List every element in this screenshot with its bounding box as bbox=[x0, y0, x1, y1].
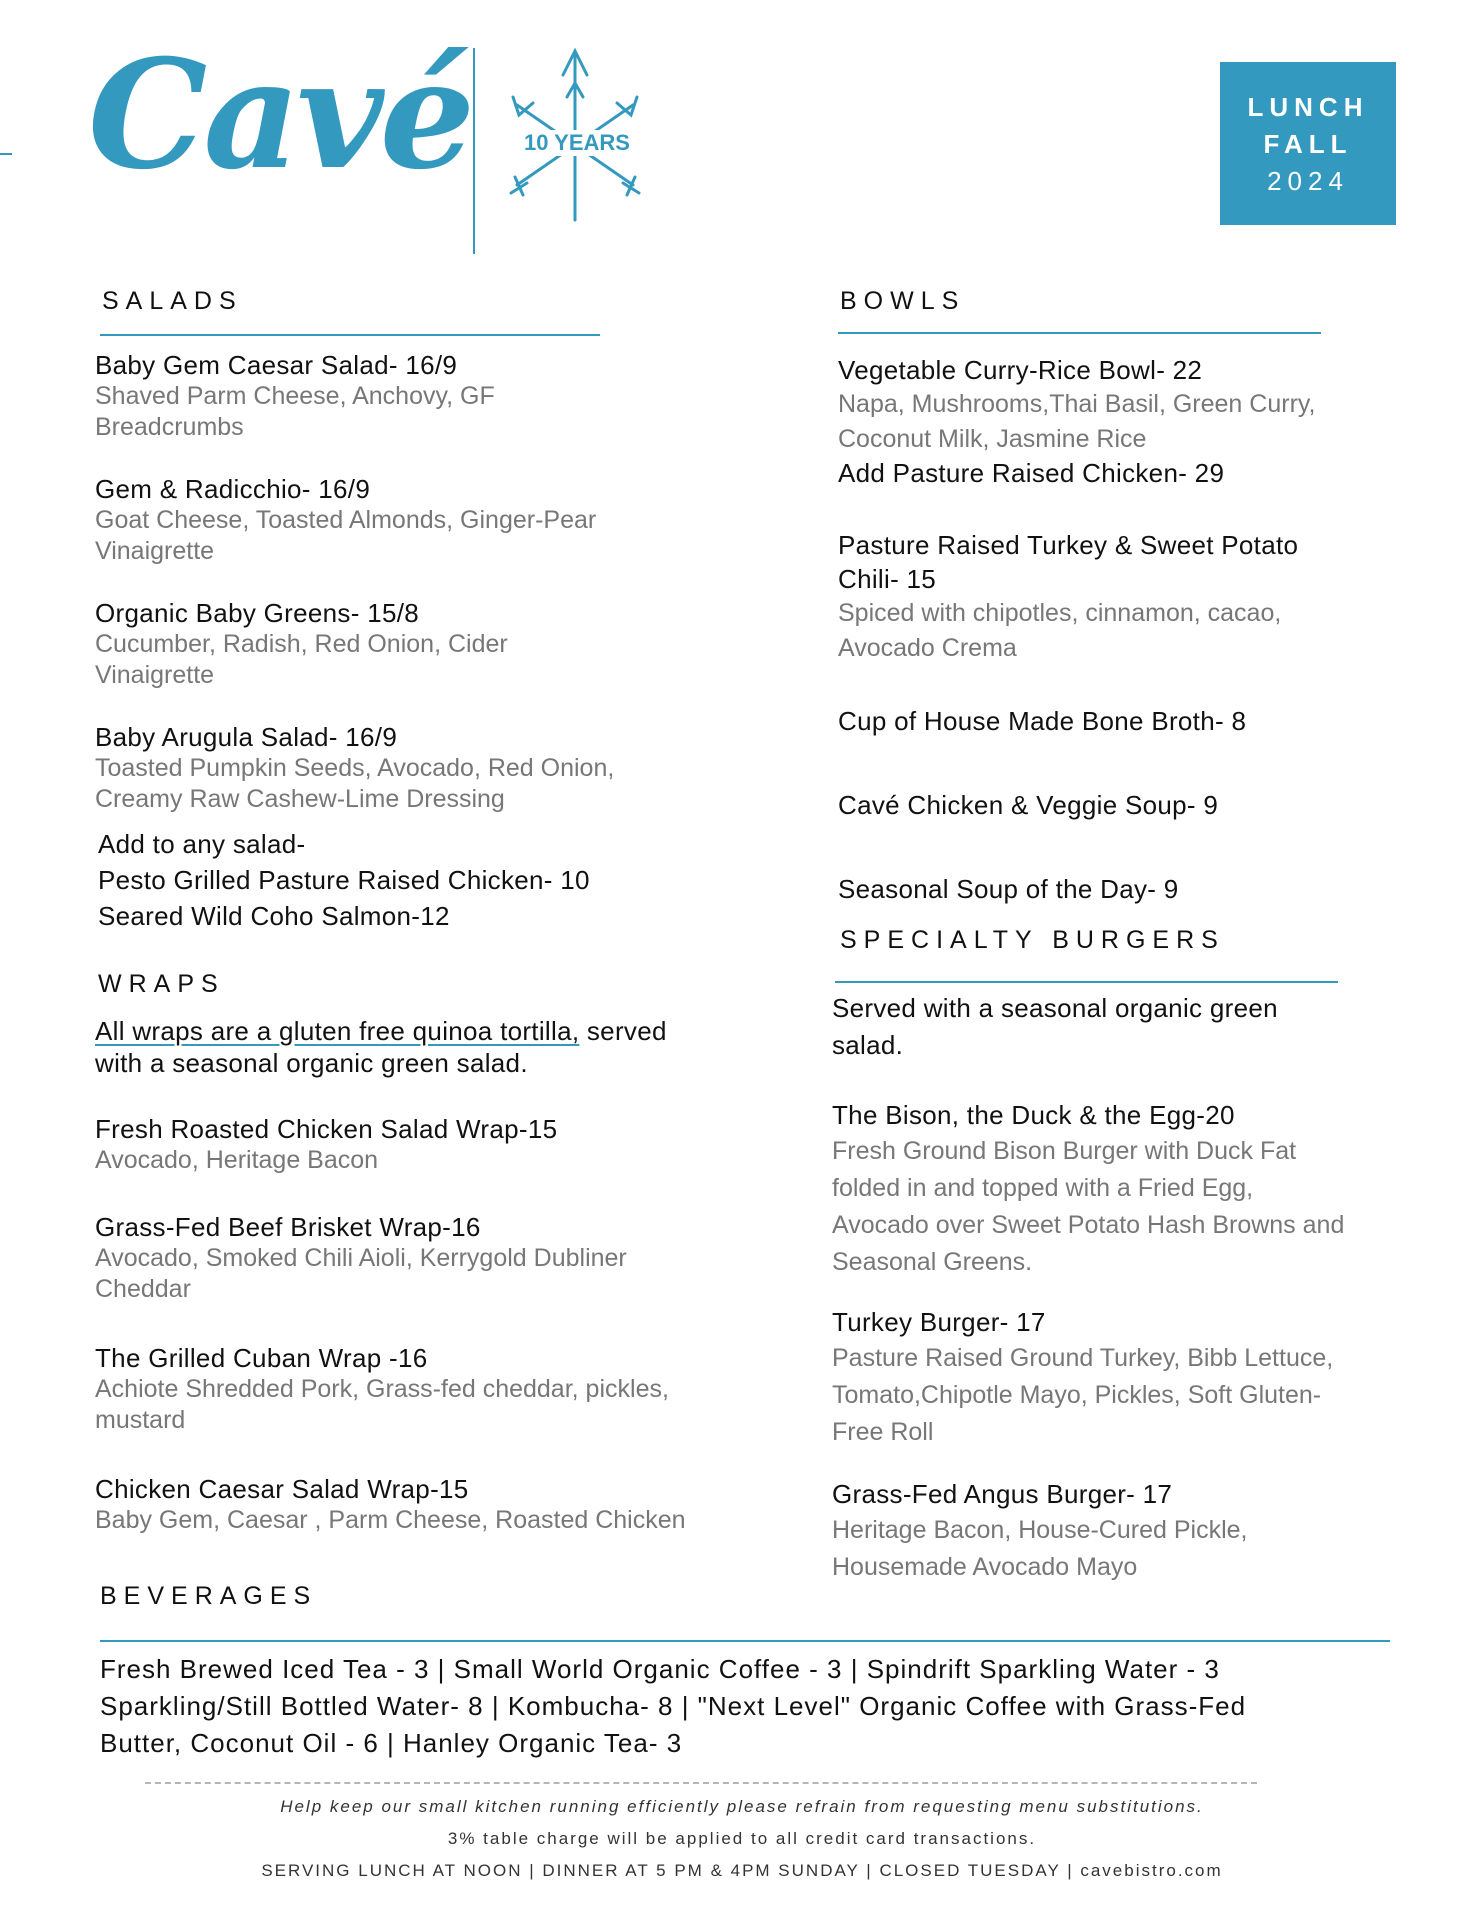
item-title: Turkey Burger- 17 bbox=[832, 1307, 1046, 1337]
wrap-item bbox=[95, 1113, 755, 1176]
item-title: Grass-Fed Angus Burger- 17 bbox=[832, 1479, 1173, 1509]
item-desc: Avocado Crema bbox=[838, 634, 1017, 662]
wrap-item bbox=[95, 1211, 775, 1305]
item-desc: Fresh Ground Bison Burger with Duck Fat bbox=[832, 1137, 1297, 1165]
badge-line-3: 2024 bbox=[1267, 166, 1349, 196]
beverages-line: Butter, Coconut Oil - 6 | Hanley Organic Tea- 3 bbox=[100, 1728, 683, 1758]
item-title: Gem & Radicchio- 16/9 bbox=[95, 474, 371, 504]
item-title: The Grilled Cuban Wrap -16 bbox=[95, 1343, 428, 1373]
beverages-line: Sparkling/Still Bottled Water- 8 | Kombucha- 8 | "Next Level" Organic Coffee with Grass-Fed bbox=[100, 1691, 1247, 1721]
edge-mark bbox=[0, 153, 12, 155]
addon-item: Seared Wild Coho Salmon-12 bbox=[98, 901, 450, 931]
item-desc: Vinaigrette bbox=[95, 537, 215, 565]
wraps-intro-line2: with a seasonal organic green salad. bbox=[95, 1048, 528, 1078]
beverages-heading: BEVERAGES bbox=[100, 1582, 318, 1610]
wraps-intro-underlined: All wraps are a gluten free quinoa tortilla, bbox=[95, 1016, 580, 1046]
bowl-item bbox=[838, 528, 1458, 665]
wrap-item bbox=[95, 1342, 795, 1436]
item-desc: Seasonal Greens. bbox=[832, 1248, 1033, 1276]
item-desc: Coconut Milk, Jasmine Rice bbox=[838, 425, 1147, 453]
wrap-item bbox=[95, 1473, 795, 1536]
item-desc: Toasted Pumpkin Seeds, Avocado, Red Onion, bbox=[95, 754, 615, 782]
anniversary-label: 10 YEARS bbox=[522, 130, 632, 156]
burgers-intro-line: salad. bbox=[832, 1030, 904, 1060]
item-title: Pasture Raised Turkey & Sweet Potato bbox=[838, 530, 1299, 560]
salad-addons bbox=[98, 826, 718, 934]
burgers-rule bbox=[835, 981, 1338, 983]
item-desc: Goat Cheese, Toasted Almonds, Ginger-Pear bbox=[95, 506, 597, 534]
logo-divider bbox=[473, 48, 475, 254]
item-title: The Bison, the Duck & the Egg-20 bbox=[832, 1100, 1235, 1130]
bowl-item: Cup of House Made Bone Broth- 8 bbox=[838, 706, 1247, 736]
item-title: Chili- 15 bbox=[838, 564, 937, 594]
item-desc: mustard bbox=[95, 1406, 186, 1434]
badge-line-1: LUNCH bbox=[1247, 92, 1369, 122]
item-addon: Add Pasture Raised Chicken- 29 bbox=[838, 458, 1225, 488]
salad-item bbox=[95, 473, 715, 567]
item-desc: Napa, Mushrooms,Thai Basil, Green Curry, bbox=[838, 390, 1316, 418]
item-desc: Tomato,Chipotle Mayo, Pickles, Soft Gluten- bbox=[832, 1381, 1322, 1409]
item-title: Vegetable Curry-Rice Bowl- 22 bbox=[838, 355, 1203, 385]
bowl-item: Seasonal Soup of the Day- 9 bbox=[838, 874, 1179, 904]
item-title: Baby Arugula Salad- 16/9 bbox=[95, 722, 398, 752]
item-desc: Cucumber, Radish, Red Onion, Cider bbox=[95, 630, 508, 658]
burger-item bbox=[832, 1476, 1472, 1586]
addon-item: Pesto Grilled Pasture Raised Chicken- 10 bbox=[98, 865, 590, 895]
item-desc: Heritage Bacon, House-Cured Pickle, bbox=[832, 1516, 1248, 1544]
burgers-heading: SPECIALTY BURGERS bbox=[840, 926, 1225, 954]
bowls-heading: BOWLS bbox=[840, 287, 966, 315]
wraps-intro-rest: served bbox=[579, 1016, 667, 1046]
addons-label: Add to any salad- bbox=[98, 829, 306, 859]
item-desc: Free Roll bbox=[832, 1418, 934, 1446]
beverages-list bbox=[100, 1651, 1430, 1762]
item-desc: Avocado, Heritage Bacon bbox=[95, 1146, 379, 1174]
item-desc: folded in and topped with a Fried Egg, bbox=[832, 1174, 1254, 1202]
burgers-intro bbox=[832, 990, 1452, 1064]
logo: Cavé bbox=[88, 27, 472, 203]
item-title: Baby Gem Caesar Salad- 16/9 bbox=[95, 350, 458, 380]
item-desc: Avocado, Smoked Chili Aioli, Kerrygold Dubliner bbox=[95, 1244, 627, 1272]
footer-note: Help keep our small kitchen running efficiently please refrain from requesting menu substitutions. bbox=[280, 1797, 1204, 1816]
salad-item bbox=[95, 721, 735, 815]
wraps-heading: WRAPS bbox=[98, 970, 225, 998]
item-desc: Achiote Shredded Pork, Grass-fed cheddar, pickles, bbox=[95, 1375, 669, 1403]
footer-hours: SERVING LUNCH AT NOON | DINNER AT 5 PM & 4PM SUNDAY | CLOSED TUESDAY | cavebistro.com bbox=[261, 1861, 1223, 1880]
item-title: Grass-Fed Beef Brisket Wrap-16 bbox=[95, 1212, 481, 1242]
bowls-rule bbox=[838, 332, 1321, 334]
item-desc: Creamy Raw Cashew-Lime Dressing bbox=[95, 785, 505, 813]
item-desc: Vinaigrette bbox=[95, 661, 215, 689]
salad-item bbox=[95, 597, 715, 691]
beverages-rule bbox=[100, 1640, 1390, 1642]
item-desc: Cheddar bbox=[95, 1275, 191, 1303]
item-title: Fresh Roasted Chicken Salad Wrap-15 bbox=[95, 1114, 558, 1144]
burger-item bbox=[832, 1304, 1472, 1451]
bowl-item bbox=[838, 353, 1458, 490]
item-desc: Spiced with chipotles, cinnamon, cacao, bbox=[838, 599, 1282, 627]
item-desc: Housemade Avocado Mayo bbox=[832, 1553, 1138, 1581]
salads-heading: SALADS bbox=[102, 287, 243, 315]
burger-item bbox=[832, 1097, 1472, 1281]
menu-badge bbox=[1220, 62, 1396, 225]
item-desc: Pasture Raised Ground Turkey, Bibb Lettuce, bbox=[832, 1344, 1334, 1372]
item-desc: Baby Gem, Caesar , Parm Cheese, Roasted Chicken bbox=[95, 1506, 686, 1534]
burgers-intro-line: Served with a seasonal organic green bbox=[832, 993, 1278, 1023]
item-desc: Avocado over Sweet Potato Hash Browns and bbox=[832, 1211, 1345, 1239]
footer-note: 3% table charge will be applied to all credit card transactions. bbox=[447, 1829, 1037, 1848]
item-desc: Shaved Parm Cheese, Anchovy, GF bbox=[95, 382, 495, 410]
footer-divider bbox=[145, 1782, 1257, 1784]
item-desc: Breadcrumbs bbox=[95, 413, 244, 441]
wraps-intro bbox=[95, 1015, 775, 1079]
item-title: Organic Baby Greens- 15/8 bbox=[95, 598, 419, 628]
bowl-item: Cavé Chicken & Veggie Soup- 9 bbox=[838, 790, 1219, 820]
badge-line-2: FALL bbox=[1263, 129, 1353, 159]
salads-rule bbox=[100, 334, 600, 336]
item-title: Chicken Caesar Salad Wrap-15 bbox=[95, 1474, 469, 1504]
salad-item bbox=[95, 349, 715, 443]
beverages-line: Fresh Brewed Iced Tea - 3 | Small World Organic Coffee - 3 | Spindrift Sparkling Water - 3 bbox=[100, 1654, 1220, 1684]
